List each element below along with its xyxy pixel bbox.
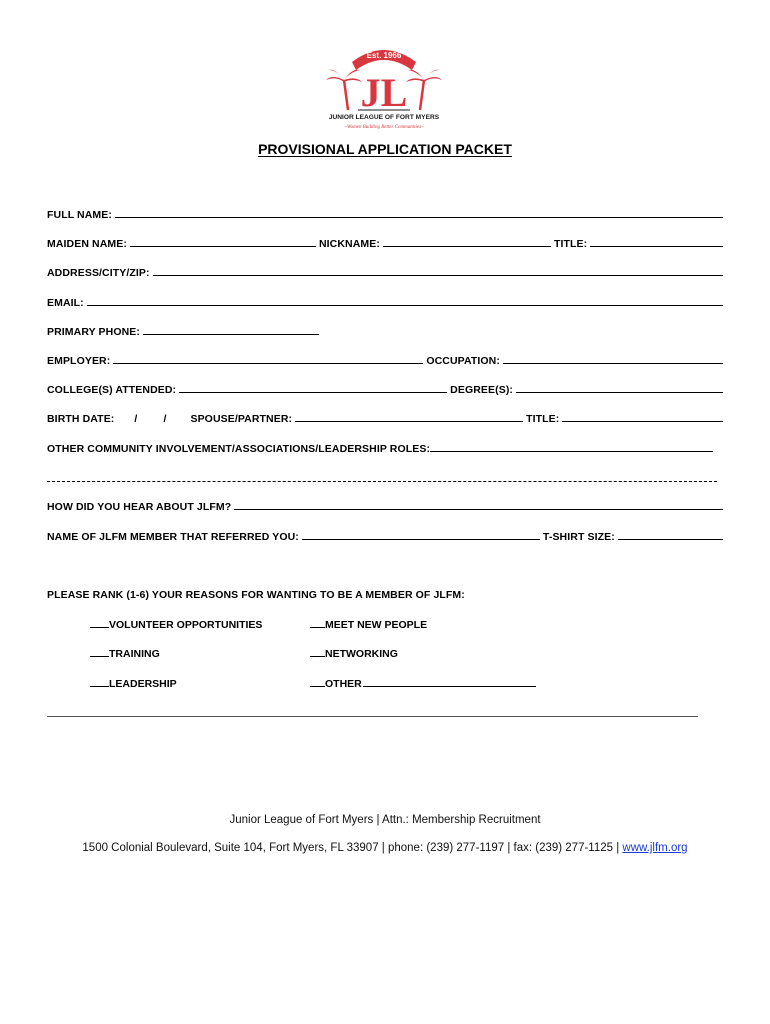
nickname-label: NICKNAME: — [318, 238, 380, 250]
address-field[interactable] — [153, 266, 723, 276]
community-field[interactable] — [430, 442, 713, 452]
heard-field[interactable] — [234, 500, 723, 510]
rank-option-label: VOLUNTEER OPPORTUNITIES — [109, 619, 263, 631]
employer-label: EMPLOYER: — [47, 355, 111, 367]
rank-option-training[interactable] — [90, 647, 160, 660]
palm-tree-left-icon — [326, 70, 362, 110]
footer-line-2 — [0, 842, 770, 854]
org-name-text: JUNIOR LEAGUE OF FORT MYERS — [328, 114, 440, 121]
established-text: Est. 1966 — [366, 51, 402, 60]
rank-blank[interactable] — [310, 677, 325, 687]
page-title: PROVISIONAL APPLICATION PACKET — [258, 141, 512, 157]
referrer-row — [47, 530, 726, 543]
nickname-field[interactable] — [383, 237, 551, 247]
rank-blank[interactable] — [310, 618, 325, 628]
rank-option-meet-people[interactable] — [310, 618, 427, 631]
birth-date-row — [47, 412, 726, 425]
community-continuation-row — [47, 472, 720, 482]
title-label: TITLE: — [553, 238, 588, 250]
colleges-label: COLLEGE(S) ATTENDED: — [47, 384, 177, 396]
rank-option-label: OTHER — [325, 678, 362, 690]
birth-date-label: BIRTH DATE: — [47, 413, 115, 425]
maiden-name-field[interactable] — [130, 237, 316, 247]
rank-prompt: PLEASE RANK (1-6) YOUR REASONS FOR WANTING TO BE A MEMBER OF JLFM: — [47, 589, 465, 601]
other-field[interactable] — [363, 677, 536, 687]
spouse-field[interactable] — [295, 412, 523, 422]
primary-phone-field[interactable] — [143, 325, 319, 335]
rank-option-volunteer[interactable] — [90, 618, 262, 631]
referrer-label: NAME OF JLFM MEMBER THAT REFERRED YOU: — [47, 531, 299, 543]
maiden-name-row — [47, 237, 726, 250]
rank-blank[interactable] — [90, 677, 109, 687]
jlfm-logo — [322, 40, 446, 134]
date-separator-1: / — [134, 413, 138, 425]
degrees-field[interactable] — [516, 383, 723, 393]
rank-option-label: MEET NEW PEOPLE — [325, 619, 428, 631]
rank-prompt-row — [47, 589, 726, 601]
jl-monogram: JL — [360, 70, 408, 115]
email-row — [47, 296, 726, 309]
palm-tree-right-icon — [406, 70, 442, 110]
rank-option-other[interactable] — [310, 677, 536, 690]
primary-phone-label: PRIMARY PHONE: — [47, 326, 140, 338]
title2-label: TITLE: — [526, 413, 560, 425]
tagline-text: ~Women Building Better Communities~ — [344, 125, 424, 130]
title2-field[interactable] — [562, 412, 723, 422]
email-field[interactable] — [87, 296, 723, 306]
referrer-field[interactable] — [302, 530, 540, 540]
rank-option-networking[interactable] — [310, 647, 398, 660]
title-field[interactable] — [590, 237, 723, 247]
occupation-label: OCCUPATION: — [426, 355, 500, 367]
heard-row — [47, 500, 726, 513]
heard-label: HOW DID YOU HEAR ABOUT JLFM? — [47, 501, 232, 513]
address-label: ADDRESS/CITY/ZIP: — [47, 267, 150, 279]
community-row — [47, 442, 716, 455]
tshirt-field[interactable] — [618, 530, 723, 540]
employer-field[interactable] — [113, 354, 423, 364]
rank-blank[interactable] — [90, 647, 109, 657]
tshirt-label: T-SHIRT SIZE: — [542, 531, 615, 543]
footer-address: 1500 Colonial Boulevard, Suite 104, Fort Myers, FL 33907 | phone: (239) 277-1197 | fax: (239) 277-1125 | — [82, 842, 623, 854]
colleges-field[interactable] — [179, 383, 447, 393]
website-link[interactable]: www.jlfm.org — [622, 842, 688, 854]
rank-option-leadership[interactable] — [90, 677, 177, 690]
community-label: OTHER COMMUNITY INVOLVEMENT/ASSOCIATIONS/LEADERSHIP ROLES: — [47, 443, 431, 455]
address-row — [47, 266, 726, 279]
primary-phone-row — [47, 325, 726, 338]
full-name-row — [47, 208, 726, 221]
community-field-2[interactable] — [47, 472, 717, 482]
maiden-name-label: MAIDEN NAME: — [47, 238, 127, 250]
rank-option-label: TRAINING — [109, 648, 160, 660]
rank-option-label: LEADERSHIP — [109, 678, 177, 690]
rank-option-label: NETWORKING — [325, 648, 398, 660]
rank-blank[interactable] — [310, 647, 325, 657]
footer-line-1: Junior League of Fort Myers | Attn.: Membership Recruitment — [229, 814, 541, 826]
college-row — [47, 383, 726, 396]
employer-row — [47, 354, 726, 367]
full-name-label: FULL NAME: — [47, 209, 112, 221]
rank-blank[interactable] — [90, 618, 109, 628]
separator-line — [47, 716, 698, 717]
email-label: EMAIL: — [47, 297, 84, 309]
degrees-label: DEGREE(S): — [450, 384, 514, 396]
full-name-field[interactable] — [115, 208, 723, 218]
occupation-field[interactable] — [503, 354, 723, 364]
spouse-label: SPOUSE/PARTNER: — [190, 413, 293, 425]
date-separator-2: / — [163, 413, 167, 425]
